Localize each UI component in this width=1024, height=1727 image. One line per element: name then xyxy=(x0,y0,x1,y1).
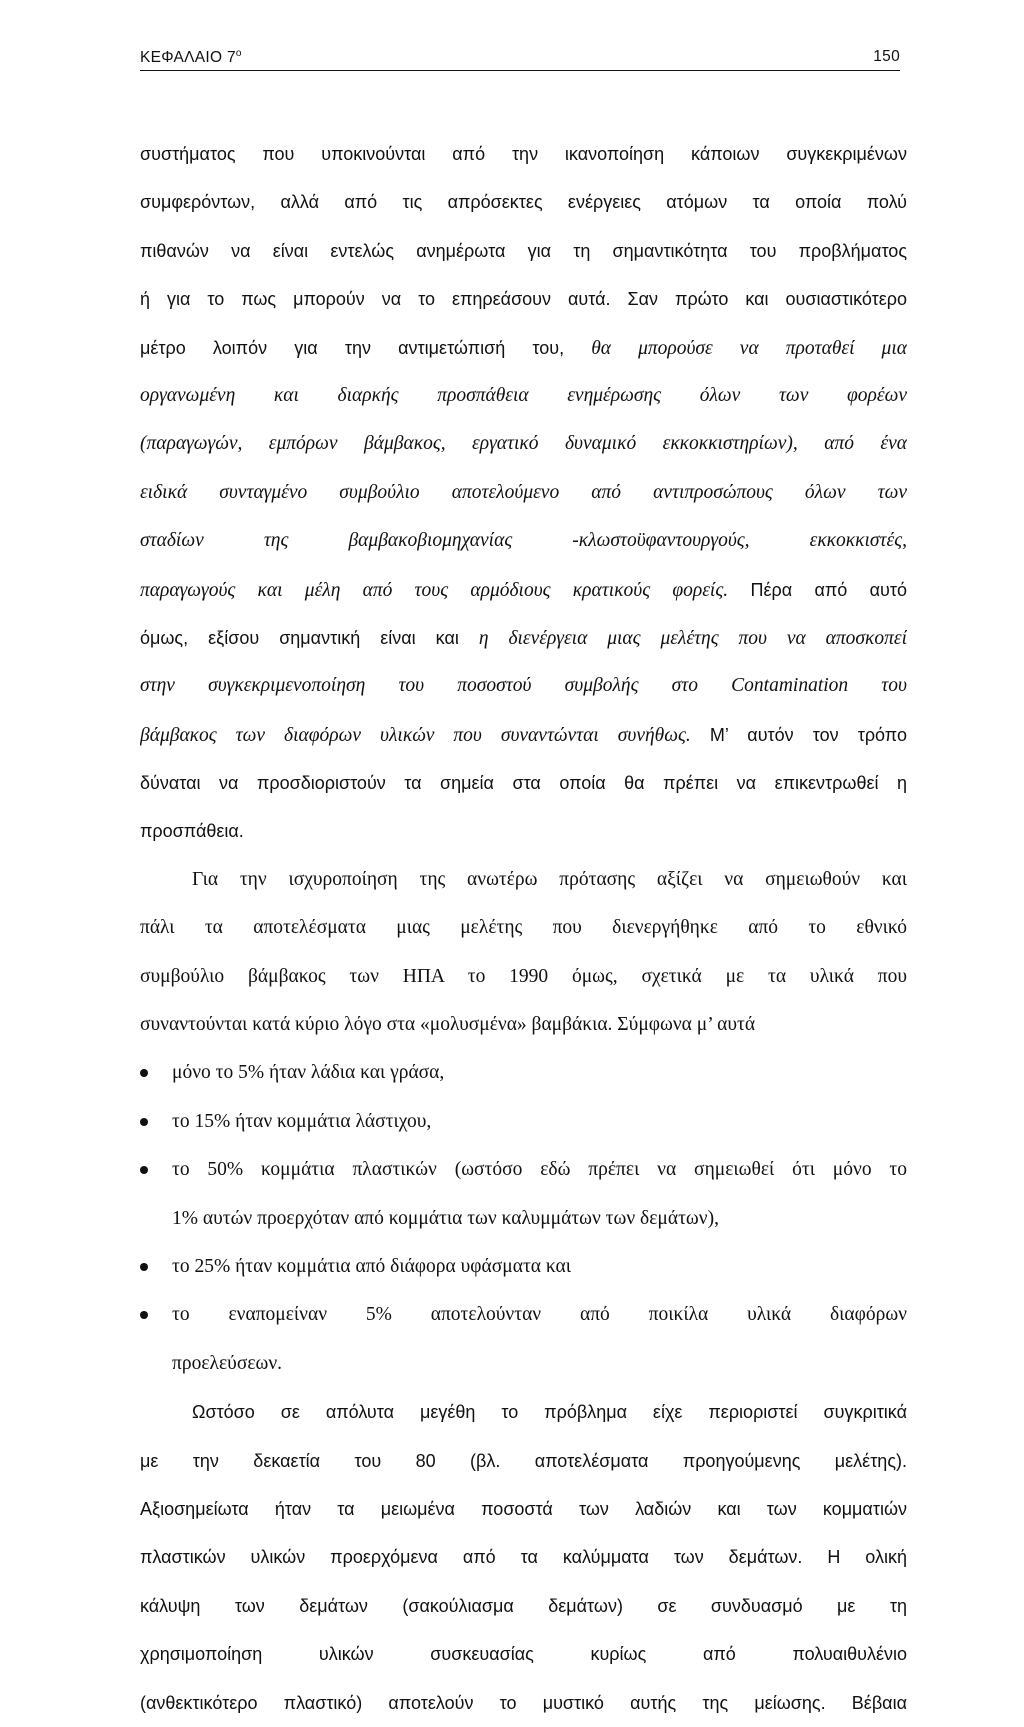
bullet-icon xyxy=(140,1118,148,1126)
text-line: Αξιοσημείωτα ήταν τα μειωμένα ποσοστά των λαδιών και των κομματιών xyxy=(140,1498,907,1519)
text-line: συμβούλιο βάμβακος των ΗΠΑ το 1990 όμως, σχετικά με τα υλικά που xyxy=(140,965,907,987)
list-item: το 15% ήταν κομμάτια λάστιχου, xyxy=(140,1098,907,1146)
bullet-icon xyxy=(140,1263,148,1271)
text-line: Ωστόσο σε απόλυτα μεγέθη το πρόβλημα είχε περιοριστεί συγκριτικά xyxy=(192,1402,907,1423)
text-line: με την δεκαετία του 80 (βλ. αποτελέσματα προηγούμενης μελέτης). xyxy=(140,1450,907,1471)
text-line: δύναται να προσδιοριστούν τα σημεία στα οποία θα πρέπει να επικεντρωθεί η xyxy=(140,773,907,794)
list-item-continuation: προελεύσεων. xyxy=(172,1352,283,1374)
text-line: βάμβακος των διαφόρων υλικών που συναντώνται συνήθως. Μ’ αυτόν τον τρόπο xyxy=(140,724,907,746)
body-text xyxy=(140,130,907,1727)
text-line: στην συγκεκριμενοποίηση του ποσοστού συμβολής στο Contamination του xyxy=(140,675,907,697)
text-line: πιθανών να είναι εντελώς ανημέρωτα για τη σημαντικότητα του προβλήματος xyxy=(140,240,907,261)
list-item: το 50% κομμάτια πλαστικών (ωστόσο εδώ πρέπει να σημειωθεί ότι μόνο το xyxy=(140,1146,907,1194)
text-line: παραγωγούς και μέλη από τους αρμόδιους κρατικούς φορείς. Πέρα από αυτό xyxy=(140,579,907,601)
list-item: το 25% ήταν κομμάτια από διάφορα υφάσματα και xyxy=(140,1243,907,1291)
list-item: το εναπομείναν 5% αποτελούνταν από ποικίλα υλικά διαφόρων xyxy=(140,1291,907,1339)
text-line: ή για το πως μπορούν να το επηρεάσουν αυτά. Σαν πρώτο και ουσιαστικότερο xyxy=(140,289,907,310)
bullet-icon xyxy=(140,1069,148,1077)
text-line: μέτρο λοιπόν για την αντιμετώπισή του, θα μπορούσε να προταθεί μια xyxy=(140,337,907,359)
text-line: προσπάθεια. xyxy=(140,821,244,842)
page-number: 150 xyxy=(873,48,900,65)
bullet-icon xyxy=(140,1311,148,1319)
text-line: όμως, εξίσου σημαντική είναι και η διενέργεια μιας μελέτης που να αποσκοπεί xyxy=(140,627,907,649)
text-line: συστήματος που υποκινούνται από την ικανοποίηση κάποιων συγκεκριμένων xyxy=(140,144,907,164)
chapter-title: ΚΕΦΑΛΑΙΟ $7^o$ xyxy=(140,48,242,67)
list-item: μόνο το 5% ήταν λάδια και γράσα, xyxy=(140,1049,907,1097)
text-line: συμφερόντων, αλλά από τις απρόσεκτες ενέργειες ατόμων τα οποία πολύ xyxy=(140,192,907,213)
text-line: (ανθεκτικότερο πλαστικό) αποτελούν το μυστικό αυτής της μείωσης. Βέβαια xyxy=(140,1692,907,1713)
text-line: πάλι τα αποτελέσματα μιας μελέτης που διενεργήθηκε από το εθνικό xyxy=(140,917,907,939)
list-item-continuation: 1% αυτών προερχόταν από κομμάτια των καλυμμάτων των δεμάτων), xyxy=(172,1207,719,1229)
text-line: πλαστικών υλικών προερχόμενα από τα καλύμματα των δεμάτων. Η ολική xyxy=(140,1547,907,1568)
text-line: χρησιμοποίηση υλικών συσκευασίας κυρίως από πολυαιθυλένιο xyxy=(140,1644,907,1665)
text-line: συναντούνται κατά κύριο λόγο στα «μολυσμένα» βαμβάκια. Σύμφωνα μ’ αυτά xyxy=(140,1014,756,1036)
text-line: σταδίων της βαμβακοβιομηχανίας -κλωστοϋφαντουργούς, εκκοκκιστές, xyxy=(140,530,907,552)
text-line: ειδικά συνταγμένο συμβούλιο αποτελούμενο από αντιπροσώπους όλων των xyxy=(140,481,907,503)
running-header xyxy=(140,48,900,71)
text-line: Για την ισχυροποίηση της ανωτέρω πρότασης αξίζει να σημειωθούν και xyxy=(192,868,907,890)
text-line: (παραγωγών, εμπόρων βάμβακος, εργατικό δυναμικό εκκοκκιστηρίων), από ένα xyxy=(140,433,907,455)
bullet-icon xyxy=(140,1166,148,1174)
text-line: κάλυψη των δεμάτων (σακούλιασμα δεμάτων) σε συνδυασμό με τη xyxy=(140,1595,907,1616)
text-line: οργανωμένη και διαρκής προσπάθεια ενημέρωσης όλων των φορέων xyxy=(140,384,907,406)
